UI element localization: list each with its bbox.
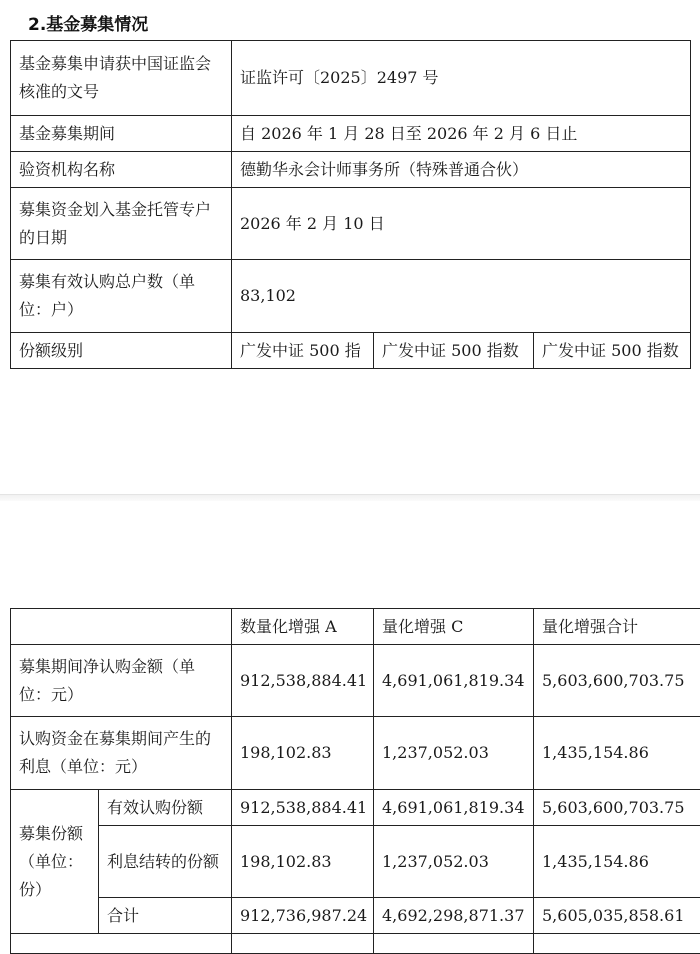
cut-off-cell xyxy=(11,934,232,954)
share-class-label: 份额级别 xyxy=(11,333,232,369)
valid-shares-label: 有效认购份额 xyxy=(99,790,232,826)
interest-label: 认购资金在募集期间产生的利息（单位：元） xyxy=(11,717,232,790)
interest-shares-a: 198,102.83 xyxy=(232,826,374,898)
interest-shares-total: 1,435,154.86 xyxy=(534,826,700,898)
interest-shares-c: 1,237,052.03 xyxy=(374,826,534,898)
total-total: 5,605,035,858.61 xyxy=(534,898,700,934)
table-header-row xyxy=(11,609,700,645)
interest-a: 198,102.83 xyxy=(232,717,374,790)
fund-info-table xyxy=(10,40,691,369)
table-row xyxy=(11,188,691,260)
approval-value: 证监许可〔2025〕2497 号 xyxy=(232,41,691,116)
transfer-date-value: 2026 年 2 月 10 日 xyxy=(232,188,691,260)
net-subscription-total: 5,603,600,703.75 xyxy=(534,645,700,717)
valid-shares-total: 5,603,600,703.75 xyxy=(534,790,700,826)
net-subscription-c: 4,691,061,819.34 xyxy=(374,645,534,717)
total-c: 4,692,298,871.37 xyxy=(374,898,534,934)
table-row xyxy=(11,790,700,826)
interest-c: 1,237,052.03 xyxy=(374,717,534,790)
fund-amount-table xyxy=(10,608,700,954)
col-header-c: 量化增强 C xyxy=(374,609,534,645)
interest-shares-label: 利息结转的份额 xyxy=(99,826,232,898)
transfer-date-label: 募集资金划入基金托管专户的日期 xyxy=(11,188,232,260)
net-subscription-label: 募集期间净认购金额（单位：元） xyxy=(11,645,232,717)
table-row xyxy=(11,934,700,954)
table-row xyxy=(11,898,700,934)
header-empty-cell xyxy=(11,609,232,645)
page-divider xyxy=(0,494,700,501)
cut-off-cell xyxy=(374,934,534,954)
table-row xyxy=(11,333,691,369)
total-label: 合计 xyxy=(99,898,232,934)
shares-group-label: 募集份额（单位：份） xyxy=(11,790,99,934)
col-header-total: 量化增强合计 xyxy=(534,609,700,645)
cut-off-cell xyxy=(232,934,374,954)
col-header-a: 数量化增强 A xyxy=(232,609,374,645)
total-a: 912,736,987.24 xyxy=(232,898,374,934)
share-class-c: 广发中证 500 指数 xyxy=(374,333,534,369)
section-title: 2.基金募集情况 xyxy=(28,10,148,35)
table-row xyxy=(11,826,700,898)
approval-label: 基金募集申请获中国证监会核准的文号 xyxy=(11,41,232,116)
table-row xyxy=(11,152,691,188)
table-row xyxy=(11,645,700,717)
share-class-a: 广发中证 500 指 xyxy=(232,333,374,369)
period-value: 自 2026 年 1 月 28 日至 2026 年 2 月 6 日止 xyxy=(232,116,691,152)
auditor-label: 验资机构名称 xyxy=(11,152,232,188)
cut-off-cell xyxy=(534,934,700,954)
table-row xyxy=(11,41,691,116)
subscribers-label: 募集有效认购总户数（单位：户） xyxy=(11,260,232,333)
valid-shares-c: 4,691,061,819.34 xyxy=(374,790,534,826)
net-subscription-a: 912,538,884.41 xyxy=(232,645,374,717)
share-class-total: 广发中证 500 指数 xyxy=(534,333,691,369)
period-label: 基金募集期间 xyxy=(11,116,232,152)
table-row xyxy=(11,717,700,790)
auditor-value: 德勤华永会计师事务所（特殊普通合伙） xyxy=(232,152,691,188)
table-row xyxy=(11,260,691,333)
subscribers-value: 83,102 xyxy=(232,260,691,333)
valid-shares-a: 912,538,884.41 xyxy=(232,790,374,826)
table-row xyxy=(11,116,691,152)
interest-total: 1,435,154.86 xyxy=(534,717,700,790)
